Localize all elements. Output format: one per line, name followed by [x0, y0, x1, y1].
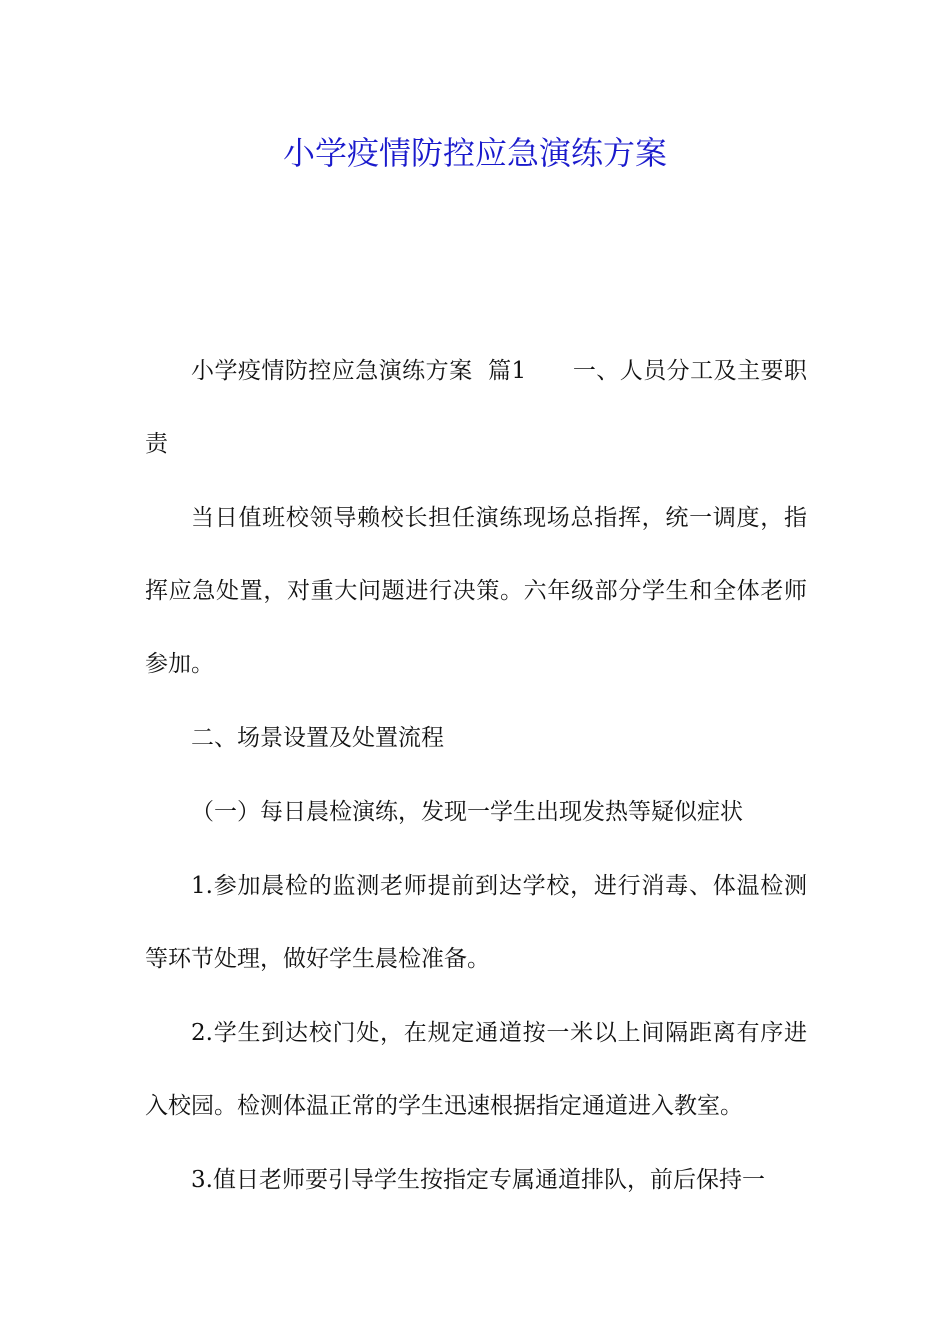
- paragraph-commander: 当日值班校领导赖校长担任演练现场总指挥，统一调度，指挥应急处置，对重大问题进行决策。六年级部分学生和全体老师参加。: [145, 505, 807, 677]
- section-heading-scenario: 二、场景设置及处置流程: [191, 725, 444, 751]
- list-item-3: 3.值日老师要引导学生按指定专属通道排队，前后保持一: [191, 1167, 765, 1193]
- document-title: 小学疫情防控应急演练方案: [282, 134, 667, 172]
- list-item-2: 2.学生到达校门处，在规定通道按一米以上间隔距离有序进入校园。检测体温正常的学生迅速根据指定通道进入教室。: [145, 1020, 807, 1119]
- paragraph-intro: 小学疫情防控应急演练方案 篇1 一、人员分工及主要职责: [145, 358, 807, 457]
- list-item-1: 1.参加晨检的监测老师提前到达学校，进行消毒、体温检测等环节处理，做好学生晨检准备。: [145, 873, 807, 972]
- document-body: [145, 335, 807, 1218]
- subsection-heading-morning-check: （一）每日晨检演练，发现一学生出现发热等疑似症状: [191, 799, 743, 825]
